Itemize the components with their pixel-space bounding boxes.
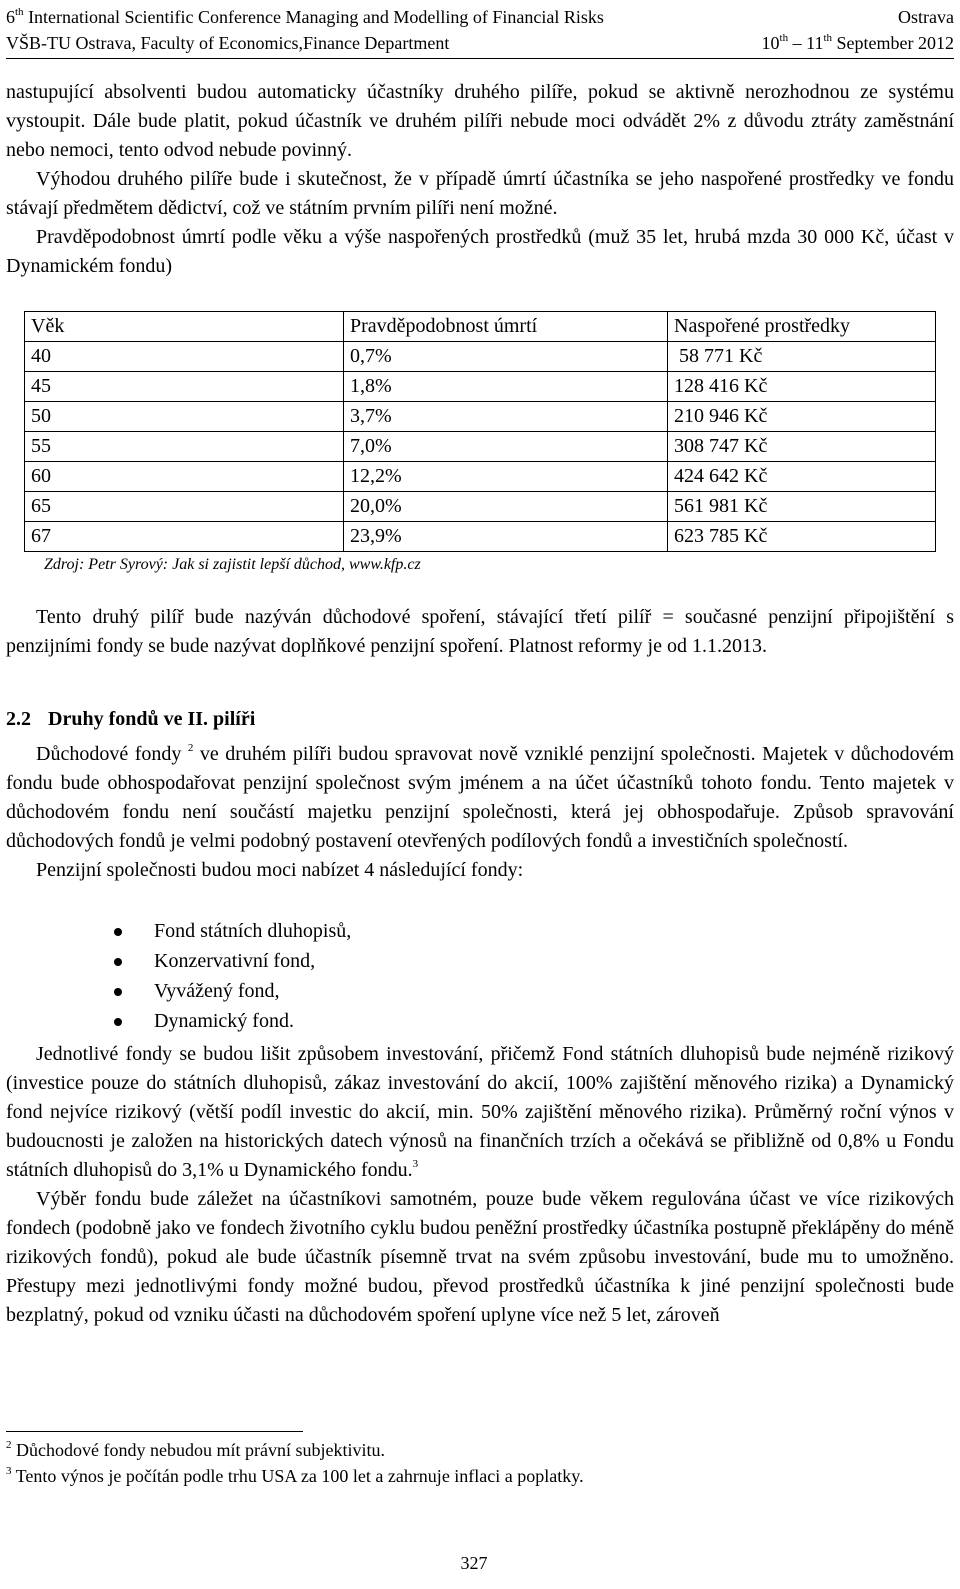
fund-list bbox=[90, 916, 351, 1036]
closing-text bbox=[6, 1040, 954, 1330]
intro-paragraph-3: Pravděpodobnost úmrtí podle věku a výše naspořených prostředků (muž 35 let, hrubá mzda 30 000 Kč, účast v Dynamickém fondu) bbox=[6, 226, 954, 277]
table-row bbox=[25, 372, 936, 402]
footnote-3: $^3$ Tento výnos je počítán podle trhu USA za 100 let a zahrnuje inflaci a poplatky. bbox=[6, 1465, 584, 1486]
mortality-table bbox=[24, 311, 936, 552]
table-source: Zdroj: Petr Syrový: Jak si zajistit lepší důchod, www.kfp.cz bbox=[44, 556, 421, 573]
bullet-icon bbox=[114, 1018, 122, 1026]
table-cell: 40 bbox=[25, 342, 344, 372]
after-table-text bbox=[6, 603, 954, 661]
table-cell: 128 416 Kč bbox=[668, 372, 936, 402]
section-title: Druhy fondů ve II. pilíři bbox=[48, 708, 256, 730]
table-cell: 23,9% bbox=[344, 522, 668, 552]
intro-paragraph-1: nastupující absolventi budou automaticky účastníky druhého pilíře, pokud se aktivně nerozhodnou ze systému vystoupit. Dále bude platit, pokud účastník ve druhém pilíři nebude moci odvádět 2% z důvodu ztráty zaměstnání nebo nemoci, tento odvod nebude povinný. bbox=[6, 81, 954, 161]
column-header-savings: Naspořené prostředky bbox=[668, 312, 936, 342]
section-number: 2.2 bbox=[6, 708, 31, 730]
table-cell: 7,0% bbox=[344, 432, 668, 462]
table-cell: 561 981 Kč bbox=[668, 492, 936, 522]
conference-date: 10th – 11th September 2012 bbox=[761, 32, 954, 53]
list-item: Vyvážený fond, bbox=[90, 976, 351, 1006]
intro-paragraph-2: Výhodou druhého pilíře bude i skutečnost, že v případě úmrtí účastníka se jeho naspořené prostředky ve fondu stávají předmětem dědictví, což ve státním prvním pilíři není možné. bbox=[6, 168, 954, 219]
table-cell: 58 771 Kč bbox=[668, 342, 936, 372]
funds-text bbox=[6, 740, 954, 885]
intro-text bbox=[6, 78, 954, 281]
table-cell: 3,7% bbox=[344, 402, 668, 432]
section-heading bbox=[6, 708, 255, 731]
footnote-rule bbox=[6, 1431, 303, 1432]
table-cell: 65 bbox=[25, 492, 344, 522]
table-cell: 0,7% bbox=[344, 342, 668, 372]
table-row bbox=[25, 522, 936, 552]
conference-title: 6th International Scientific Conference Managing and Modelling of Financial Risks bbox=[6, 6, 604, 27]
reform-paragraph: Tento druhý pilíř bude nazýván důchodové spoření, stávající třetí pilíř = současné penzijní připojištění s penzijními fondy se bude nazývat doplňkové penzijní spoření. Platnost reformy je od 1.1.2013. bbox=[6, 606, 954, 657]
table-cell: 12,2% bbox=[344, 462, 668, 492]
footnote-2: $^2$ Důchodové fondy nebudou mít právní subjektivitu. bbox=[6, 1439, 385, 1460]
page-header bbox=[6, 4, 954, 56]
table-cell: 60 bbox=[25, 462, 344, 492]
bullet-icon bbox=[114, 958, 122, 966]
list-item: Fond státních dluhopisů, bbox=[90, 916, 351, 946]
table-row bbox=[25, 342, 936, 372]
list-item: Dynamický fond. bbox=[90, 1006, 351, 1036]
column-header-age: Věk bbox=[25, 312, 344, 342]
table-cell: 308 747 Kč bbox=[668, 432, 936, 462]
table-cell: 623 785 Kč bbox=[668, 522, 936, 552]
table-row bbox=[25, 492, 936, 522]
footnote-ref-2: 2 bbox=[187, 742, 194, 755]
table-cell: 55 bbox=[25, 432, 344, 462]
choice-paragraph: Výběr fondu bude záležet na účastníkovi samotném, pouze bude věkem regulována účast ve více rizikových fondech (podobně jako ve fondech životního cyklu budou peněžní prostředky účastníka postupně překlápěny do méně rizikových fondů), pokud ale bude účastník písemně trvat na svém způsobu investování, bude mu to umožněno. Přestupy mezi jednotlivými fondy možné budou, převod prostředků účastníka k jiné penzijní společnosti bude bezplatný, pokud od vzniku účasti na důchodovém spoření uplyne více než 5 let, zároveň bbox=[6, 1188, 954, 1326]
list-item: Konzervativní fond, bbox=[90, 946, 351, 976]
conference-organizer: VŠB-TU Ostrava, Faculty of Economics,Finance Department bbox=[6, 33, 450, 53]
bullet-icon bbox=[114, 928, 122, 936]
table-cell: 67 bbox=[25, 522, 344, 552]
table-cell: 45 bbox=[25, 372, 344, 402]
funds-paragraph: Důchodové fondy $^2$ ve druhém pilíři budou spravovat nově vzniklé penzijní společnosti. Majetek v důchodovém fondu bude obhospodařovat penzijní společnost svým jménem a na účet účastníků tohoto fondu. Tento majetek v důchodovém fondu není součástí majetku penzijní společnosti, která jej obhospodařuje. Způsob spravování důchodových fondů je velmi podobný postavení otevřených podílových fondů a investičních společností. bbox=[6, 742, 955, 852]
table-cell: 20,0% bbox=[344, 492, 668, 522]
table-cell: 424 642 Kč bbox=[668, 462, 936, 492]
conference-city: Ostrava bbox=[898, 7, 954, 27]
table-row bbox=[25, 462, 936, 492]
table-row bbox=[25, 432, 936, 462]
bullet-icon bbox=[114, 988, 122, 996]
differ-paragraph: Jednotlivé fondy se budou lišit způsobem investování, přičemž Fond státních dluhopisů bude nejméně rizikový (investice pouze do státních dluhopisů, zákaz investování do akcií, 100% zajištění měnového rizika) a Dynamický fond nejvíce rizikový (větší podíl investic do akcií, min. 50% zajištění měnového rizika). Průměrný roční výnos v budoucnosti je založen na historických datech výnosů na finančních trzích a očekává se přibližně od 0,8% u Fondu státních dluhopisů do 3,1% u Dynamického fondu.$^3$ bbox=[6, 1043, 954, 1181]
table-cell: 210 946 Kč bbox=[668, 402, 936, 432]
table-cell: 50 bbox=[25, 402, 344, 432]
table-header-row bbox=[25, 312, 936, 342]
table-cell: 1,8% bbox=[344, 372, 668, 402]
offer-intro: Penzijní společnosti budou moci nabízet 4 následující fondy: bbox=[36, 859, 524, 881]
header-rule bbox=[6, 58, 954, 59]
page-number: 327 bbox=[460, 1553, 488, 1573]
footnote-ref-3: 3 bbox=[412, 1158, 419, 1171]
table-row bbox=[25, 402, 936, 432]
column-header-probability: Pravděpodobnost úmrtí bbox=[344, 312, 668, 342]
